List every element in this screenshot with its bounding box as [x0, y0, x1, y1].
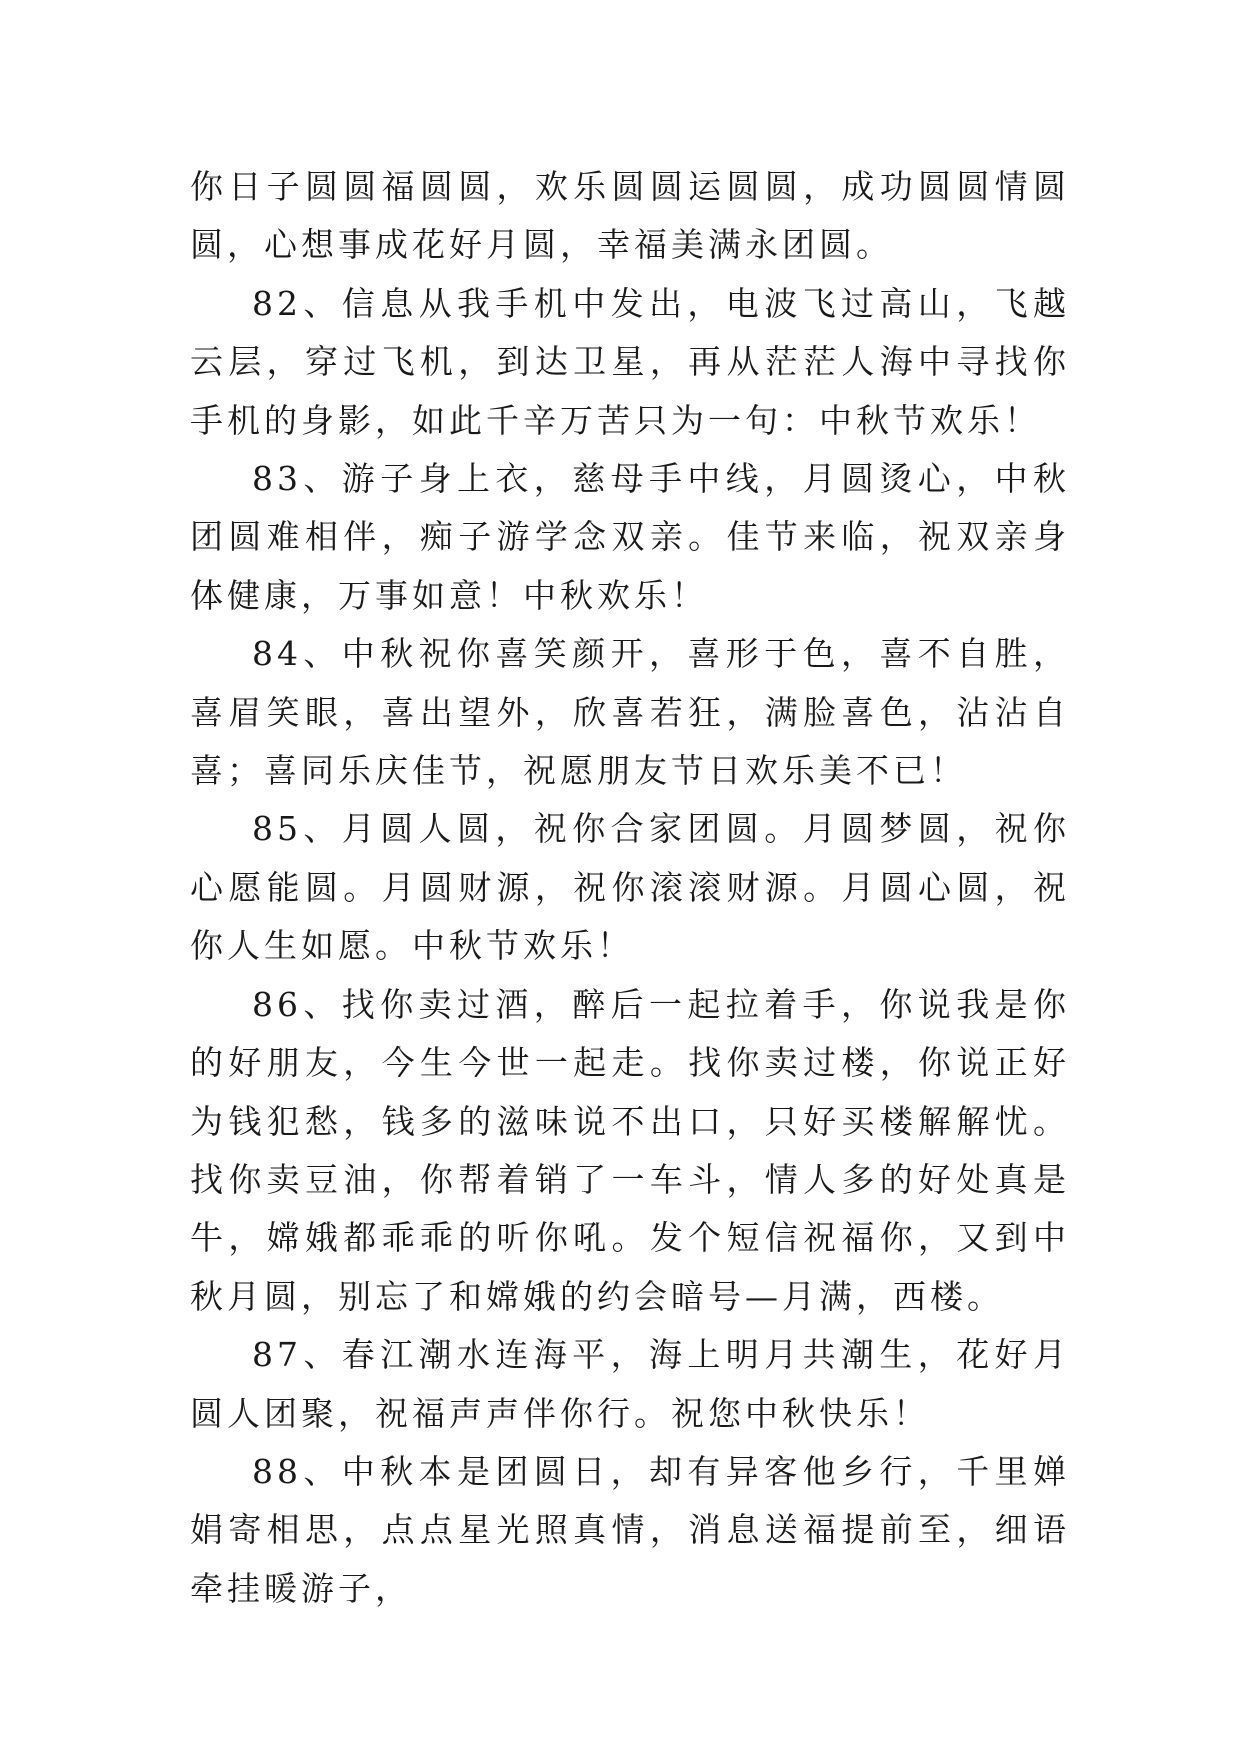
paragraph-continuation: 你日子圆圆福圆圆，欢乐圆圆运圆圆，成功圆圆情圆圆，心想事成花好月圆，幸福美满永团圆。	[190, 167, 1070, 265]
paragraph-item-84: 84、中秋祝你喜笑颜开，喜形于色，喜不自胜，喜眉笑眼，喜出望外，欣喜若狂，满脸喜色，沾沾自喜；喜同乐庆佳节，祝愿朋友节日欢乐美不已！	[190, 634, 1070, 791]
paragraph-item-82: 82、信息从我手机中发出，电波飞过高山，飞越云层，穿过飞机，到达卫星，再从茫茫人海中寻找你手机的身影，如此千辛万苦只为一句：中秋节欢乐！	[190, 283, 1070, 440]
paragraph-item-87: 87、春江潮水连海平，海上明月共潮生，花好月圆人团聚，祝福声声伴你行。祝您中秋快乐！	[190, 1335, 1070, 1433]
paragraph-item-83: 83、游子身上衣，慈母手中线，月圆烫心，中秋团圆难相伴，痴子游学念双亲。佳节来临，祝双亲身体健康，万事如意！中秋欢乐！	[190, 459, 1070, 615]
document-body	[190, 158, 1070, 1618]
paragraph-item-86: 86、找你卖过酒，醉后一起拉着手，你说我是你的好朋友，今生今世一起走。找你卖过楼，你说正好为钱犯愁，钱多的滋味说不出口，只好买楼解解忧。找你卖豆油，你帮着销了一车斗，情人多的好处真是牛，嫦娥都乖乖的听你吼。发个短信祝福你，又到中秋月圆，别忘了和嫦娥的约会暗号—月满，西楼。	[190, 984, 1070, 1316]
paragraph-item-88: 88、中秋本是团圆日，却有异客他乡行，千里婵娟寄相思，点点星光照真情，消息送福提前至，细语牵挂暖游子，	[190, 1451, 1070, 1608]
paragraph-item-85: 85、月圆人圆，祝你合家团圆。月圆梦圆，祝你心愿能圆。月圆财源，祝你滚滚财源。月圆心圆，祝你人生如愿。中秋节欢乐！	[190, 809, 1070, 966]
